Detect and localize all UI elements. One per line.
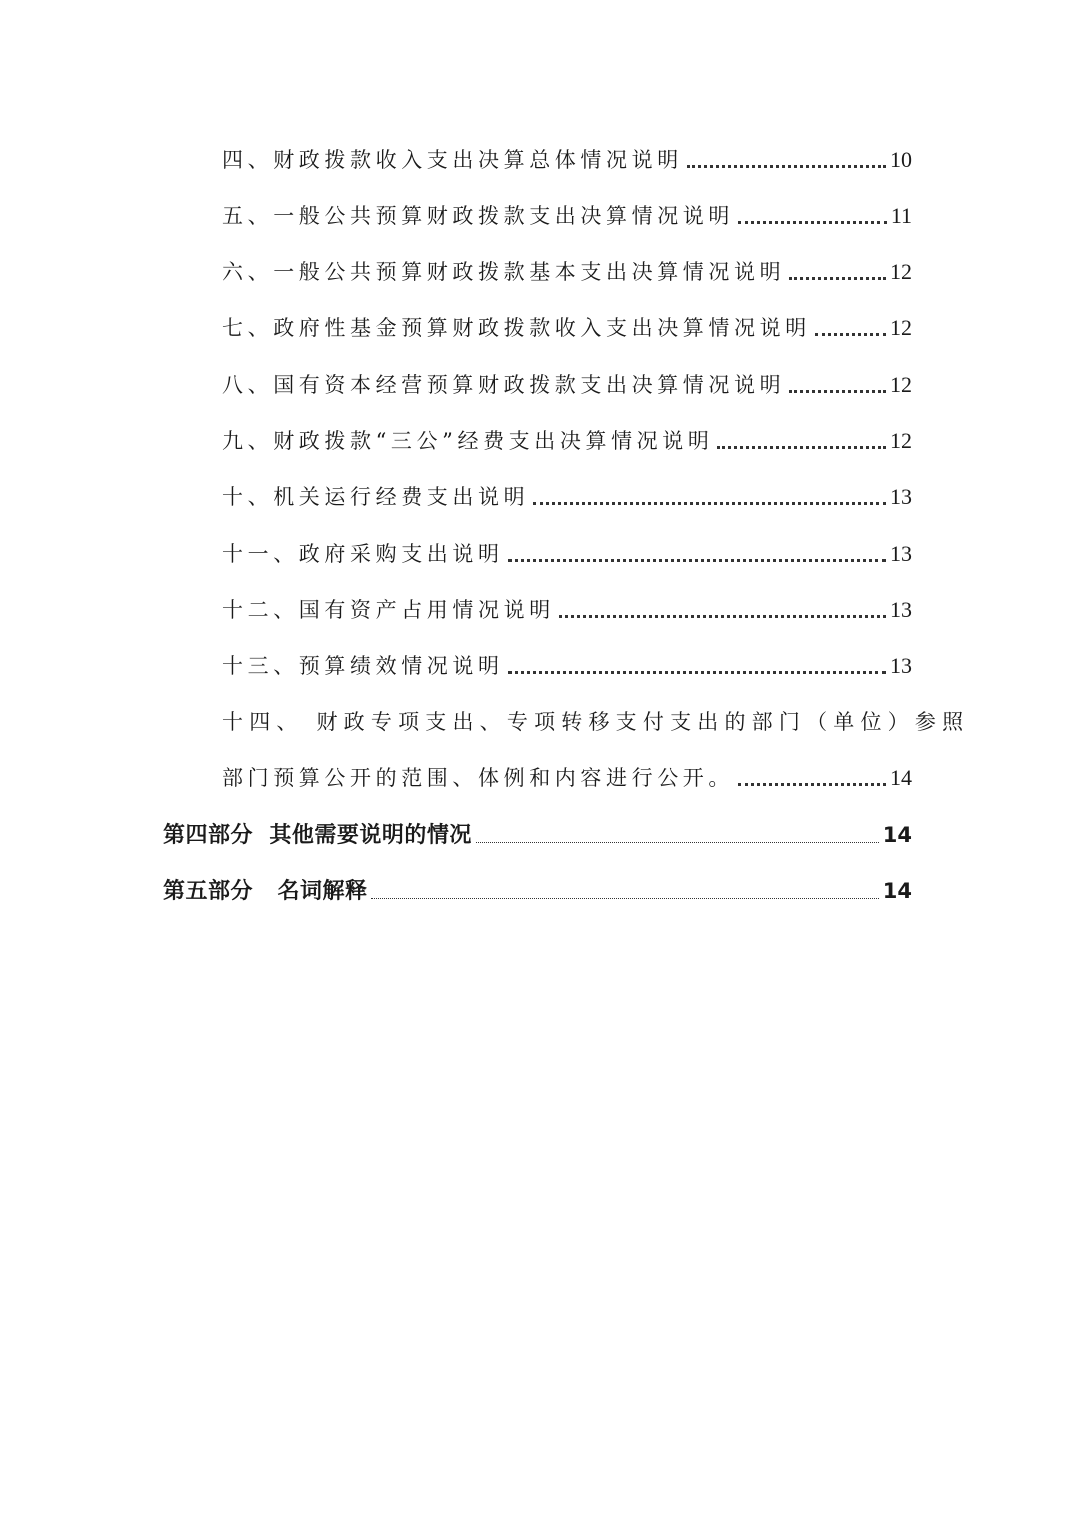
toc-part-title: 第五部分 名词解释	[163, 879, 368, 904]
toc-entry-title: 十三、预算绩效情况说明	[222, 654, 504, 678]
toc-page-number: 12	[890, 428, 912, 453]
toc-entry-13[interactable]	[222, 646, 912, 686]
toc-entry-14[interactable]	[222, 758, 912, 798]
toc-page-number: 10	[890, 147, 912, 172]
dot-leader	[371, 871, 878, 911]
dot-leader	[533, 477, 886, 517]
toc-entry-title: 八、国有资本经营预算财政拨款支出决算情况说明	[222, 373, 786, 397]
toc-page-number: 14	[882, 823, 912, 847]
toc-page-number: 11	[890, 203, 912, 228]
toc-entry-11[interactable]	[222, 534, 912, 574]
toc-page-number: 14	[882, 879, 912, 903]
toc-part-5[interactable]	[163, 871, 912, 911]
toc-page-number: 13	[890, 484, 912, 509]
toc-entry-title: 十一、政府采购支出说明	[222, 542, 504, 566]
dot-leader	[717, 421, 886, 461]
toc-entry-5[interactable]	[222, 196, 912, 236]
toc-entry-title: 六、一般公共预算财政拨款基本支出决算情况说明	[222, 260, 786, 284]
toc-part-4[interactable]	[163, 815, 912, 855]
toc-entry-4[interactable]	[222, 140, 912, 180]
toc-page-number: 13	[890, 541, 912, 566]
dot-leader	[687, 140, 886, 180]
toc-entry-7[interactable]	[222, 308, 912, 348]
toc-page-number: 13	[890, 653, 912, 678]
dot-leader	[789, 252, 886, 292]
toc-entry-title: 部门预算公开的范围、体例和内容进行公开。	[222, 766, 734, 790]
dot-leader	[789, 365, 886, 405]
toc-entry-title: 十二、国有资产占用情况说明	[222, 598, 555, 622]
toc-page-number: 12	[890, 315, 912, 340]
dot-leader	[815, 308, 886, 348]
dot-leader	[738, 196, 887, 236]
dot-leader	[738, 758, 886, 798]
dot-leader	[508, 534, 886, 574]
toc-entry-title: 四、财政拨款收入支出决算总体情况说明	[222, 148, 683, 172]
toc-entry-title: 五、一般公共预算财政拨款支出决算情况说明	[222, 204, 734, 228]
toc-entry-12[interactable]	[222, 590, 912, 630]
toc-entry-title: 七、政府性基金预算财政拨款收入支出决算情况说明	[222, 316, 811, 340]
toc-entry-10[interactable]	[222, 477, 912, 517]
toc-entry-title: 九、财政拨款“三公”经费支出决算情况说明	[222, 429, 714, 453]
toc-entry-14-line1[interactable]: 十四、 财政专项支出、专项转移支付支出的部门（单位）参照	[222, 710, 970, 734]
toc-entry-8[interactable]	[222, 365, 912, 405]
toc-page-number: 14	[890, 765, 912, 790]
toc-part-title: 第四部分 其他需要说明的情况	[163, 823, 472, 848]
toc-entry-9[interactable]	[222, 421, 912, 461]
toc-page-number: 13	[890, 597, 912, 622]
toc-entry-title: 十、机关运行经费支出说明	[222, 485, 530, 509]
dot-leader	[508, 646, 886, 686]
toc-entry-6[interactable]	[222, 252, 912, 292]
toc-page-number: 12	[890, 372, 912, 397]
dot-leader	[476, 815, 879, 855]
dot-leader	[559, 590, 886, 630]
toc-page-number: 12	[890, 259, 912, 284]
